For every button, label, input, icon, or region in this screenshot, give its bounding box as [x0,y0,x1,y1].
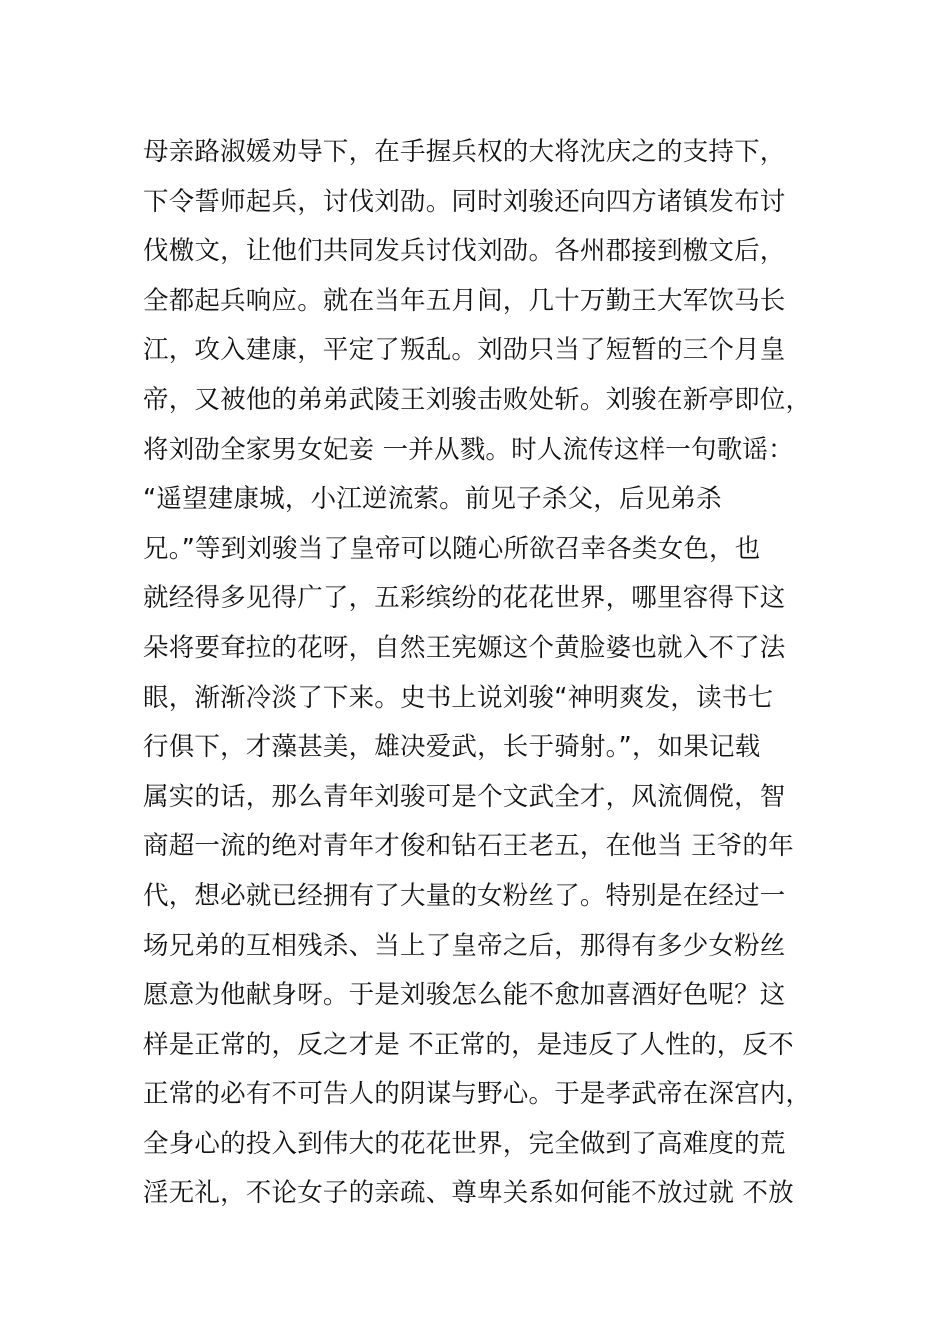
text-line: 正常的必有不可告人的阴谋与野心。于是孝武帝在深宫内， [143,1079,812,1110]
text-line: 眼，渐渐冷淡了下来。史书上说刘骏“神明爽发，读书七 [143,682,774,713]
text-line: 全身心的投入到伟大的花花世界，完全做到了高难度的荒 [143,1128,786,1159]
text-line: “遥望建康城，小江逆流萦。前见子杀父，后见弟杀 [143,484,722,515]
text-line: 代，想必就已经拥有了大量的女粉丝了。特别是在经过一 [143,880,786,911]
text-line: 帝，又被他的弟弟武陵王刘骏击败处斩。刘骏在新亭即位， [143,384,812,415]
text-line: 伐檄文，让他们共同发兵讨伐刘劭。各州郡接到檄文后， [143,236,786,267]
text-line: 商超一流的绝对青年才俊和钻石王老五，在他当 王爷的年 [143,831,794,862]
text-line: 朵将要耷拉的花呀，自然王宪嫄这个黄脸婆也就入不了法 [143,632,786,663]
text-line: 就经得多见得广了，五彩缤纷的花花世界，哪里容得下这 [143,583,786,614]
text-line: 全都起兵响应。就在当年五月间，几十万勤王大军饮马长 [143,285,786,316]
text-line: 将刘劭全家男女妃妾 一并从戮。时人流传这样一句歌谣： [143,434,794,465]
text-line: 下令誓师起兵，讨伐刘劭。同时刘骏还向四方诸镇发布讨 [143,186,786,217]
text-line: 行俱下，才藻甚美，雄决爱武，长于骑射。”，如果记载 [143,732,761,763]
text-line: 样是正常的，反之才是 不正常的，是违反了人性的，反不 [143,1029,794,1060]
text-line: 江，攻入建康，平定了叛乱。刘劭只当了短暂的三个月皇 [143,335,786,366]
text-line: 属实的话，那么青年刘骏可是个文武全才，风流倜傥，智 [143,781,786,812]
text-line: 兄。”等到刘骏当了皇帝可以随心所欲召幸各类女色，也 [143,533,761,564]
text-line: 淫无礼，不论女子的亲疏、尊卑关系如何能不放过就 不放 [143,1178,794,1209]
text-line: 场兄弟的互相残杀、当上了皇帝之后，那得有多少女粉丝 [143,930,786,961]
body-text [143,128,823,1219]
text-line: 母亲路淑媛劝导下，在手握兵权的大将沈庆之的支持下， [143,137,786,167]
text-line: 愿意为他献身呀。于是刘骏怎么能不愈加喜酒好色呢？这 [143,980,786,1011]
